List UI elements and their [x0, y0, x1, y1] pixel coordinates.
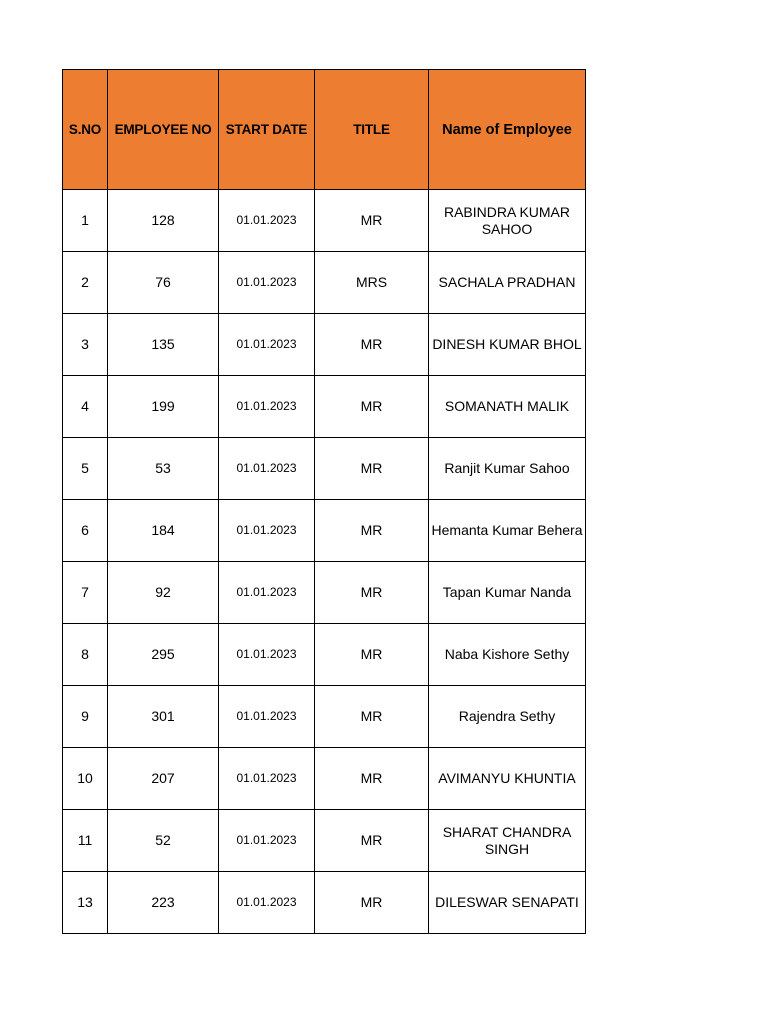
cell-employee-no: 135	[108, 314, 219, 376]
cell-start-date: 01.01.2023	[219, 252, 315, 314]
cell-employee-no: 199	[108, 376, 219, 438]
cell-sno: 3	[63, 314, 108, 376]
table-row	[63, 810, 586, 872]
cell-start-date: 01.01.2023	[219, 190, 315, 252]
table-row	[63, 252, 586, 314]
cell-employee-name: RABINDRA KUMAR SAHOO	[429, 190, 586, 252]
cell-title: MR	[315, 438, 429, 500]
cell-employee-name: DILESWAR SENAPATI	[429, 872, 586, 934]
cell-employee-name: Tapan Kumar Nanda	[429, 562, 586, 624]
employee-table	[62, 69, 586, 934]
cell-employee-no: 301	[108, 686, 219, 748]
cell-employee-no: 207	[108, 748, 219, 810]
cell-title: MR	[315, 190, 429, 252]
cell-employee-no: 184	[108, 500, 219, 562]
column-header-employee-name: Name of Employee	[429, 70, 586, 190]
column-header-employee-no: EMPLOYEE NO	[108, 70, 219, 190]
cell-employee-name: Ranjit Kumar Sahoo	[429, 438, 586, 500]
cell-title: MRS	[315, 252, 429, 314]
cell-start-date: 01.01.2023	[219, 686, 315, 748]
cell-sno: 9	[63, 686, 108, 748]
table-row	[63, 314, 586, 376]
cell-employee-name: DINESH KUMAR BHOL	[429, 314, 586, 376]
cell-employee-name: AVIMANYU KHUNTIA	[429, 748, 586, 810]
cell-start-date: 01.01.2023	[219, 562, 315, 624]
cell-employee-name: Rajendra Sethy	[429, 686, 586, 748]
cell-employee-name: SACHALA PRADHAN	[429, 252, 586, 314]
cell-sno: 7	[63, 562, 108, 624]
table-row	[63, 748, 586, 810]
cell-employee-no: 53	[108, 438, 219, 500]
table-row	[63, 686, 586, 748]
table-row	[63, 190, 586, 252]
cell-employee-no: 92	[108, 562, 219, 624]
cell-title: MR	[315, 810, 429, 872]
cell-start-date: 01.01.2023	[219, 872, 315, 934]
cell-employee-name: Hemanta Kumar Behera	[429, 500, 586, 562]
cell-sno: 8	[63, 624, 108, 686]
cell-start-date: 01.01.2023	[219, 314, 315, 376]
cell-sno: 1	[63, 190, 108, 252]
table-row	[63, 624, 586, 686]
cell-sno: 2	[63, 252, 108, 314]
cell-title: MR	[315, 562, 429, 624]
cell-sno: 5	[63, 438, 108, 500]
table-row	[63, 438, 586, 500]
column-header-start-date: START DATE	[219, 70, 315, 190]
table-row	[63, 872, 586, 934]
cell-sno: 13	[63, 872, 108, 934]
cell-start-date: 01.01.2023	[219, 748, 315, 810]
cell-employee-no: 223	[108, 872, 219, 934]
cell-start-date: 01.01.2023	[219, 624, 315, 686]
cell-title: MR	[315, 872, 429, 934]
cell-sno: 6	[63, 500, 108, 562]
cell-employee-no: 76	[108, 252, 219, 314]
cell-start-date: 01.01.2023	[219, 810, 315, 872]
cell-title: MR	[315, 500, 429, 562]
cell-start-date: 01.01.2023	[219, 500, 315, 562]
column-header-sno: S.NO	[63, 70, 108, 190]
cell-start-date: 01.01.2023	[219, 376, 315, 438]
cell-employee-name: Naba Kishore Sethy	[429, 624, 586, 686]
cell-sno: 11	[63, 810, 108, 872]
header-row	[63, 70, 586, 190]
cell-title: MR	[315, 624, 429, 686]
cell-start-date: 01.01.2023	[219, 438, 315, 500]
cell-sno: 10	[63, 748, 108, 810]
table-row	[63, 376, 586, 438]
cell-sno: 4	[63, 376, 108, 438]
table-header	[63, 70, 586, 190]
cell-title: MR	[315, 376, 429, 438]
column-header-title: TITLE	[315, 70, 429, 190]
cell-employee-no: 128	[108, 190, 219, 252]
cell-title: MR	[315, 314, 429, 376]
table-body	[63, 190, 586, 934]
cell-title: MR	[315, 686, 429, 748]
cell-employee-name: SOMANATH MALIK	[429, 376, 586, 438]
cell-employee-no: 295	[108, 624, 219, 686]
cell-employee-no: 52	[108, 810, 219, 872]
cell-title: MR	[315, 748, 429, 810]
table-row	[63, 562, 586, 624]
table-row	[63, 500, 586, 562]
cell-employee-name: SHARAT CHANDRA SINGH	[429, 810, 586, 872]
